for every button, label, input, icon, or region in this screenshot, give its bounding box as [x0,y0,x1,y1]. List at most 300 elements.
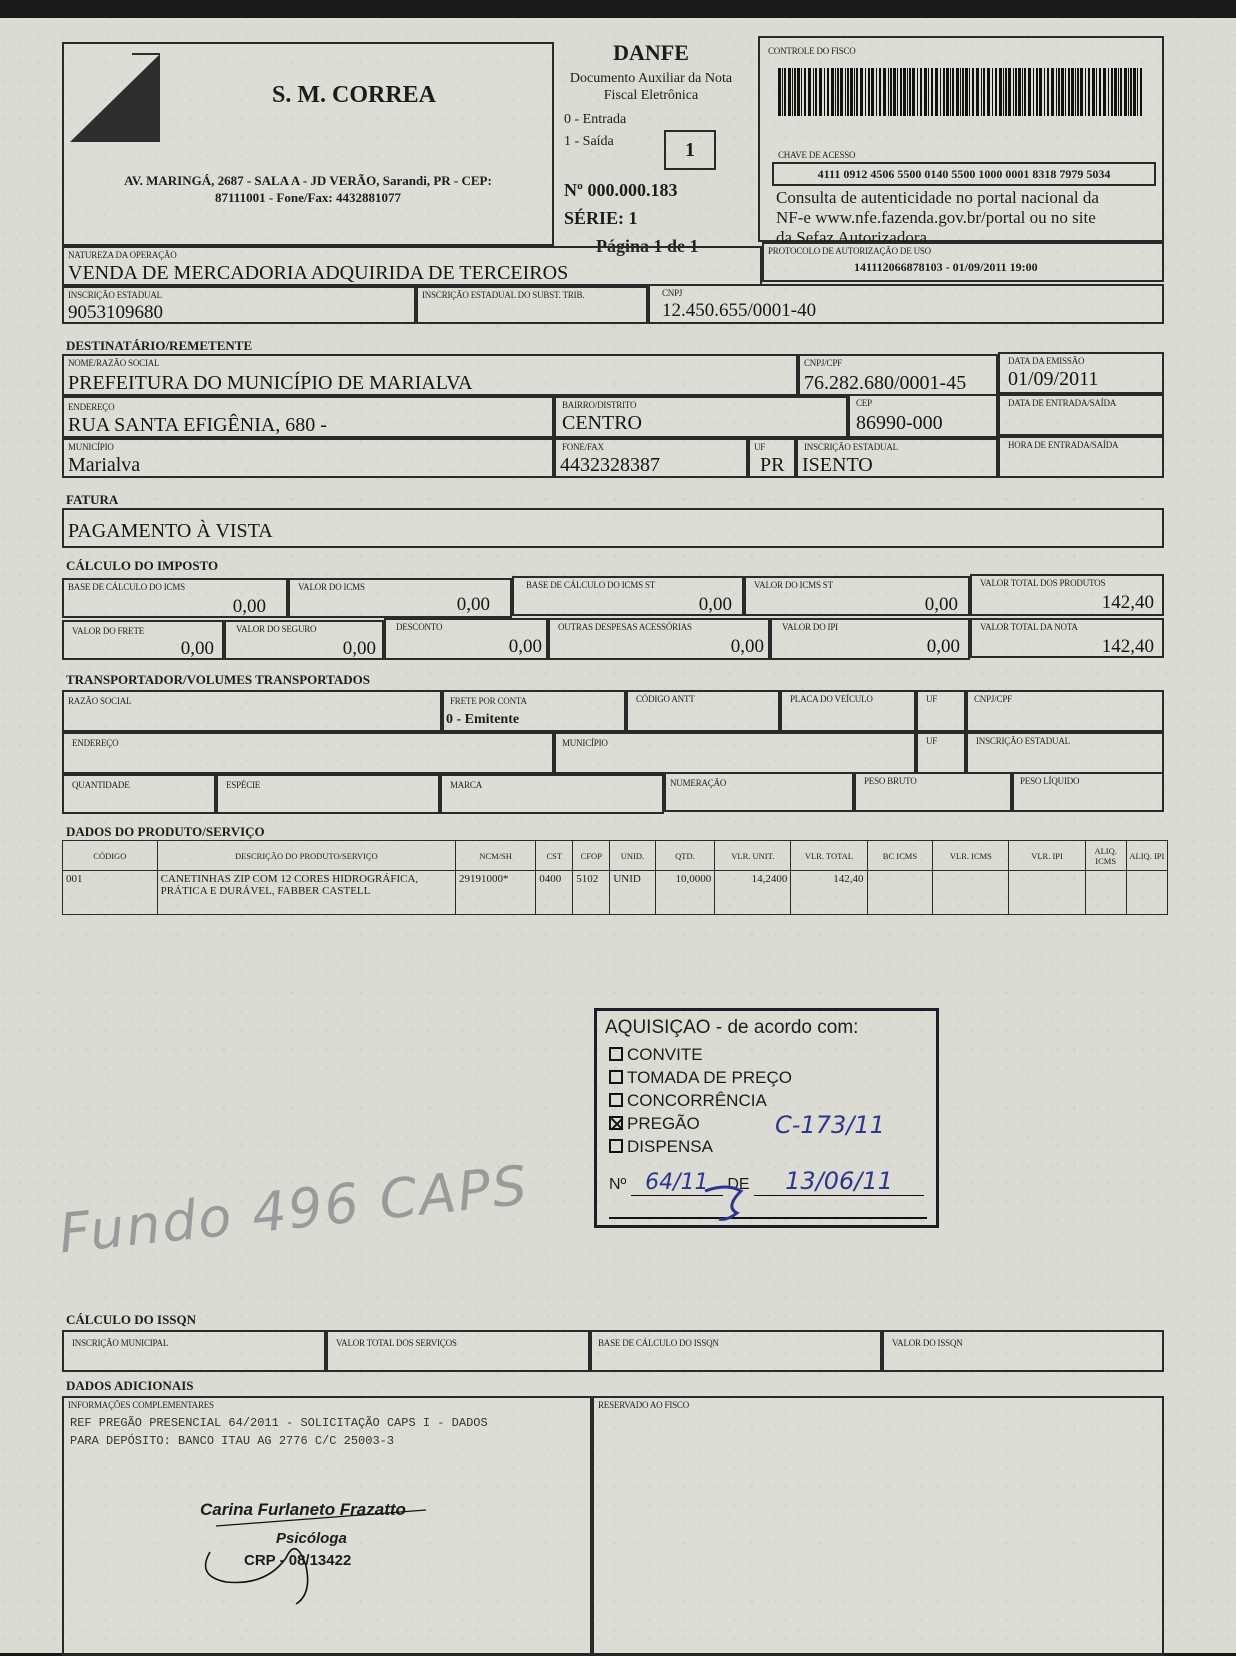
carimbo-opcao [609,1066,792,1089]
barcode-bar [995,68,997,116]
barcode-bar [907,68,908,116]
protocolo-box [762,242,1164,282]
carimbo-rubrica [697,1181,757,1225]
checkbox-icon [609,1139,623,1153]
fatura-box [62,508,1164,548]
transp-uf-label: UF [926,694,938,704]
dest-uf-label: UF [754,442,766,452]
danfe-subtitulo-linha1: Documento Auxiliar da Nota [569,71,733,86]
emitente-nome: S. M. CORREA [271,82,436,108]
produtos-cell: 14,2400 [715,871,791,915]
barcode-bar [854,68,855,116]
fatura-pagamento: PAGAMENTO À VISTA [68,520,273,542]
barcode-bar [1111,68,1113,116]
barcode-bar [1051,68,1054,116]
especie-label: ESPÉCIE [226,780,261,790]
transp-cnpj-label: CNPJ/CPF [974,694,1012,704]
valor-icms-st-box [744,576,970,616]
barcode-bar [1140,68,1142,116]
total-produtos: 142,40 [1101,592,1154,613]
valor-icms-st: 0,00 [924,594,958,615]
transp-uf-box [916,690,966,732]
produtos-cell: CANETINHAS ZIP COM 12 CORES HIDROGRÁFICA, PRÁTICA E DURÁVEL, FABBER CASTELL [157,871,455,915]
aquisicao-stamp [594,1008,939,1228]
produtos-cell [933,871,1009,915]
valor-icms-st-label: VALOR DO ICMS ST [754,580,833,590]
ie-label: INSCRIÇÃO ESTADUAL [68,290,162,300]
secao-dados-adicionais: DADOS ADICIONAIS [66,1378,194,1393]
produtos-cell: 5102 [573,871,610,915]
barcode-bar [876,68,877,116]
produtos-header-cell: DESCRIÇÃO DO PRODUTO/SERVIÇO [157,841,455,871]
valor-icms-label: VALOR DO ICMS [298,582,365,592]
barcode-bar [912,68,915,116]
base-icms: 0,00 [232,596,266,617]
outras-despesas: 0,00 [730,636,764,657]
barcode-bar [897,68,898,116]
barcode-bar [1137,68,1138,116]
base-icms-st-label: BASE DE CÁLCULO DO ICMS ST [526,580,656,590]
barcode-bar [909,68,911,116]
danfe-serie: SÉRIE: 1 [564,208,638,228]
barcode-bar [871,68,874,116]
barcode-bar [962,68,964,116]
anotacao-manuscrita: Fundo 496 CAPS [55,1153,532,1266]
dest-nome: PREFEITURA DO MUNICÍPIO DE MARIALVA [68,372,473,394]
produtos-cell [1009,871,1085,915]
consulta-autenticidade [776,188,1099,248]
info-linha2: PARA DEPÓSITO: BANCO ITAU AG 2776 C/C 25003-3 [70,1434,395,1448]
base-icms-st-box [512,576,744,616]
protocolo-label: PROTOCOLO DE AUTORIZAÇÃO DE USO [768,246,931,256]
barcode-bar [1018,68,1021,116]
barcode-bar [935,68,938,116]
barcode-bar [1068,68,1070,116]
ipi-label: VALOR DO IPI [782,622,838,632]
dest-cnpj-label: CNPJ/CPF [804,358,842,368]
produtos-cell: 10,0000 [655,871,715,915]
produtos-header-cell: ALIQ. ICMS [1085,841,1126,871]
data-entrada-box [998,394,1164,436]
dest-endereco-box [62,396,554,438]
carimbo-opcao-label: TOMADA DE PREÇO [627,1068,792,1087]
peso-liquido-label: PESO LÍQUIDO [1020,776,1080,786]
checkbox-icon [609,1093,623,1107]
barcode-bar [827,68,829,116]
produtos-header-cell: CFOP [573,841,610,871]
frete-conta-box [442,690,626,732]
total-nota-box [970,618,1164,658]
danfe-box [556,40,748,256]
chave-acesso: 4111 0912 4506 5500 0140 5500 1000 0001 8318 7979 5034 [772,162,1156,186]
placa-box [780,690,916,732]
barcode-bar [788,68,791,116]
barcode-bar [784,68,786,116]
peso-bruto-box [854,772,1012,812]
danfe-entrada: 0 - Entrada [564,112,627,127]
barcode-bar [804,68,806,116]
barcode-bar [1003,68,1004,116]
barcode-bar [883,68,886,116]
barcode-bar [813,68,814,116]
barcode-bar [1047,68,1049,116]
barcode-bar [1008,68,1011,116]
carimbo-opcao [609,1089,792,1112]
valor-issqn-box [882,1330,1164,1372]
placa-label: PLACA DO VEÍCULO [790,694,873,704]
hora-entrada-label: HORA DE ENTRADA/SAÍDA [1008,440,1119,450]
total-servicos-box [326,1330,590,1372]
barcode-bar [1015,68,1017,116]
dest-nome-box [62,354,798,396]
produtos-cell [1085,871,1126,915]
frete-conta-label: FRETE POR CONTA [450,696,527,706]
dest-uf-box [748,438,796,478]
peso-liquido-box [1012,772,1164,812]
barcode-bar [794,68,796,116]
barcode-bar [1033,68,1034,116]
transp-ie-box [966,732,1164,774]
transp-razao-box [62,690,442,732]
carimbo-opcao [609,1043,792,1066]
numeracao-label: NUMERAÇÃO [670,778,727,788]
barcode-bar [1133,68,1136,116]
carimbo-opcao [609,1135,792,1158]
produtos-header-cell: BC ICMS [867,841,933,871]
barcode-bar [792,68,793,116]
danfe-pagina: Página 1 de 1 [596,236,699,256]
company-logo [68,52,162,144]
dest-cep-label: CEP [856,398,872,408]
dest-endereco-label: ENDEREÇO [68,402,115,412]
data-entrada-label: DATA DE ENTRADA/SAÍDA [1008,398,1117,408]
transp-municipio-box [554,732,916,774]
dest-ie-box [796,438,998,478]
produtos-header-cell: CÓDIGO [63,841,158,871]
produtos-table [62,840,1168,915]
secao-transportador: TRANSPORTADOR/VOLUMES TRANSPORTADOS [66,672,371,687]
barcode-bar [917,68,918,116]
dest-endereco: RUA SANTA EFIGÊNIA, 680 - [68,414,327,436]
chave-acesso-label: CHAVE DE ACESSO [778,150,856,160]
carimbo-opcao-label: CONCORRÊNCIA [627,1091,767,1110]
marca-label: MARCA [450,780,483,790]
valor-desconto: 0,00 [508,636,542,657]
barcode-bar [992,68,993,116]
seguro-box [224,620,384,660]
ipi-box [770,618,970,660]
produtos-header-cell: NCM/SH [456,841,536,871]
barcode-bar [1028,68,1031,116]
hora-entrada-box [998,436,1164,478]
barcode-bar [835,68,836,116]
barcode-bar [1036,68,1038,116]
produtos-cell: 0400 [536,871,573,915]
dest-bairro-label: BAIRRO/DISTRITO [562,400,637,410]
dest-bairro: CENTRO [562,412,642,434]
barcode-bar [981,68,982,116]
barcode-bar [976,68,979,116]
barcode-bar [879,68,881,116]
natureza-operacao-label: NATUREZA DA OPERAÇÃO [68,250,177,260]
produtos-cell: UNID [610,871,655,915]
cnpj-emitente: 12.450.655/0001-40 [662,300,817,321]
base-icms-st: 0,00 [698,594,732,615]
desconto-box [384,618,548,660]
info-complementares [70,1414,488,1450]
data-emissao-label: DATA DA EMISSÃO [1008,356,1085,366]
secao-issqn: CÁLCULO DO ISSQN [66,1312,197,1327]
barcode-bar [868,68,870,116]
dest-cep-box [848,394,998,438]
total-nota-label: VALOR TOTAL DA NOTA [980,622,1078,632]
carimbo-opcao-label: DISPENSA [627,1137,713,1156]
checkbox-icon [609,1070,623,1084]
barcode-bar [831,68,834,116]
barcode-bar [845,68,846,116]
danfe-titulo: DANFE [613,40,689,65]
barcode-bar [1114,68,1117,116]
dest-municipio: Marialva [68,454,141,476]
produtos-header-cell: UNID. [610,841,655,871]
carimbo-numero-linha [609,1167,924,1196]
quantidade-label: QUANTIDADE [72,780,130,790]
dest-municipio-box [62,438,554,478]
dest-bairro-box [554,396,848,438]
outras-despesas-label: OUTRAS DESPESAS ACESSÓRIAS [558,622,692,632]
barcode-bar [1120,68,1122,116]
assinatura-crp: CRP - 08/13422 [244,1552,352,1569]
frete-label: VALOR DO FRETE [72,626,145,636]
emitente-endereco-linha1: AV. MARINGÁ, 2687 - SALA A - JD VERÃO, Sarandi, PR - CEP: [124,173,492,188]
carimbo-de-label: DE [727,1176,750,1193]
barcode-bar [1061,68,1064,116]
emitente-box [62,42,554,246]
dest-municipio-label: MUNICÍPIO [68,442,114,452]
carimbo-anotacao: C-173/11 [775,1111,885,1139]
barcode-bar [847,68,849,116]
barcode-bar [1044,68,1045,116]
barcode-bar [1085,68,1086,116]
secao-destinatario: DESTINATÁRIO/REMETENTE [66,338,253,353]
transp-cnpj-box [966,690,1164,732]
carimbo-opcao [609,1112,792,1135]
produtos-header-cell: VLR. ICMS [933,841,1009,871]
consulta-linha2: NF-e www.nfe.fazenda.gov.br/portal ou no site [776,208,1096,227]
barcode-bar [1103,68,1106,116]
barcode-bar [888,68,889,116]
carimbo-linha-assinatura [609,1217,927,1219]
barcode-bar [850,68,853,116]
reservado-fisco-label: RESERVADO AO FISCO [598,1400,690,1410]
codigo-antt-box [626,690,780,732]
peso-bruto-label: PESO BRUTO [864,776,917,786]
carimbo-opcao-label: CONVITE [627,1045,703,1064]
ie-box [62,286,416,324]
produtos-header-cell: VLR. UNIT. [715,841,791,871]
barcode-bar [940,68,941,116]
dest-fone-box [554,438,748,478]
inscricao-municipal-label: INSCRIÇÃO MUNICIPAL [72,1338,169,1348]
produtos-cell: 142,40 [791,871,867,915]
data-emissao-box [998,352,1164,394]
produtos-header-cell: CST [536,841,573,871]
outras-despesas-box [548,618,770,660]
barcode-bar [860,68,863,116]
natureza-operacao-box [62,246,762,286]
danfe-page [0,18,1236,1653]
cnpj-emitente-label: CNPJ [662,288,683,298]
total-produtos-label: VALOR TOTAL DOS PRODUTOS [980,578,1106,588]
assinatura-cargo: Psicóloga [276,1530,347,1547]
valor-issqn-label: VALOR DO ISSQN [892,1338,963,1348]
consulta-linha3: da Sefaz Autorizadora [776,228,928,247]
barcode-bar [1022,68,1023,116]
barcode-bar [1096,68,1097,116]
barcode-bar [1013,68,1014,116]
barcode-bar [1130,68,1132,116]
valor-icms-box [288,578,512,618]
barcode-bar [952,68,954,116]
base-icms-label: BASE DE CÁLCULO DO ICMS [68,582,185,592]
codigo-antt-label: CÓDIGO ANTT [636,694,695,704]
produtos-header-cell: VLR. TOTAL [791,841,867,871]
marca-box [440,774,664,814]
secao-fatura: FATURA [66,492,119,507]
barcode-bar [1071,68,1074,116]
ie-st-box [416,286,648,324]
emitente-endereco [68,172,548,206]
inscricao-municipal-box [62,1330,326,1372]
barcode-bar [1077,68,1079,116]
barcode-bar [1099,68,1101,116]
barcode-bar [824,68,825,116]
dest-cnpj-box [798,354,998,396]
barcode-bar [1092,68,1095,116]
produtos-header-cell: ALIQ. IPI [1126,841,1167,871]
produtos-cell: 001 [63,871,158,915]
carimbo-titulo: AQUISIÇAO - de acordo com: [605,1017,859,1038]
info-linha1: REF PREGÃO PRESENCIAL 64/2011 - SOLICITAÇÃO CAPS I - DADOS [70,1416,488,1430]
assinatura-carimbo [196,1496,456,1606]
barcode-bar [890,68,892,116]
barcode-bar [893,68,896,116]
barcode-bar [969,68,970,116]
consulta-linha1: Consulta de autenticidade no portal nacional da [776,188,1099,207]
numeracao-box [664,772,854,812]
ie-st-label: INSCRIÇÃO ESTADUAL DO SUBST. TRIB. [422,290,585,300]
danfe-subtitulo [556,70,746,104]
produtos-cell [1126,871,1167,915]
controle-fisco-box [758,36,1164,247]
barcode-bar [801,68,802,116]
barcode-bar [999,68,1002,116]
barcode-bar [946,68,949,116]
barcode-bar [931,68,933,116]
barcode-bar [778,68,781,116]
carimbo-numero-prefixo: Nº [609,1176,627,1193]
barcode-bar [943,68,945,116]
barcode-bar [1005,68,1007,116]
checkbox-icon [609,1047,623,1061]
barcode-bar [808,68,811,116]
dest-ie-label: INSCRIÇÃO ESTADUAL [804,442,898,452]
barcode-bar [865,68,866,116]
barcode-bar [924,68,927,116]
emitente-endereco-linha2: 87111001 - Fone/Fax: 4432881077 [215,190,401,205]
frete-box [62,620,224,660]
danfe-saida: 1 - Saída [564,134,614,149]
valor-seguro: 0,00 [342,638,376,659]
valor-frete: 0,00 [180,638,214,659]
seguro-label: VALOR DO SEGURO [236,624,317,634]
barcode-bar [782,68,783,116]
assinatura-nome: Carina Furlaneto Frazatto [200,1500,406,1519]
barcode-bar [856,68,858,116]
checkbox-checked-icon [609,1116,623,1130]
total-nota: 142,40 [1101,636,1154,657]
danfe-subtitulo-linha2: Fiscal Eletrônica [603,88,699,103]
especie-box [216,774,440,814]
base-icms-box [62,578,288,618]
carimbo-numero: 64/11 [631,1170,723,1196]
barcode-bar [972,68,974,116]
protocolo-autorizacao: 141112066878103 - 01/09/2011 19:00 [854,260,1038,274]
desconto-label: DESCONTO [396,622,443,632]
natureza-operacao: VENDA DE MERCADORIA ADQUIRIDA DE TERCEIROS [68,262,569,284]
dest-ie: ISENTO [802,454,873,476]
reservado-fisco-box [592,1396,1164,1656]
transp-uf2-box [916,732,966,774]
barcode-bar [928,68,929,116]
dest-cnpj: 76.282.680/0001-45 [804,372,967,394]
total-servicos-label: VALOR TOTAL DOS SERVIÇOS [336,1338,457,1348]
secao-produtos: DADOS DO PRODUTO/SERVIÇO [66,824,265,839]
barcode-bar [965,68,968,116]
info-complementares-label: INFORMAÇÕES COMPLEMENTARES [68,1400,214,1410]
valor-ipi: 0,00 [926,636,960,657]
barcode-bar [837,68,839,116]
dest-fone: 4432328387 [560,454,660,476]
barcode-bar [1108,68,1109,116]
barcode-bar [1075,68,1076,116]
base-issqn-label: BASE DE CÁLCULO DO ISSQN [598,1338,719,1348]
barcode-bar [987,68,990,116]
produtos-cell: 29191000* [456,871,536,915]
barcode-bar [950,68,951,116]
barcode-bar [1039,68,1042,116]
assinatura-rubrica [196,1496,456,1606]
dest-fone-label: FONE/FAX [562,442,604,452]
danfe-numero: Nº 000.000.183 [564,180,678,200]
dest-uf: PR [760,454,785,476]
table-row [63,871,1168,915]
produtos-header-cell: VLR. IPI [1009,841,1085,871]
barcode-bar [1058,68,1060,116]
barcode-bar [956,68,959,116]
dest-cep: 86990-000 [856,412,943,434]
produtos-cell [867,871,933,915]
danfe-tipo: 1 [664,130,716,170]
barcode-bar [983,68,985,116]
valor-icms: 0,00 [456,594,490,615]
barcode-bar [1118,68,1119,116]
barcode-bar [840,68,843,116]
carimbo-opcoes [609,1043,792,1158]
ie-emitente: 9053109680 [68,302,163,323]
barcode-bar [1080,68,1083,116]
barcode-bar [819,68,822,116]
